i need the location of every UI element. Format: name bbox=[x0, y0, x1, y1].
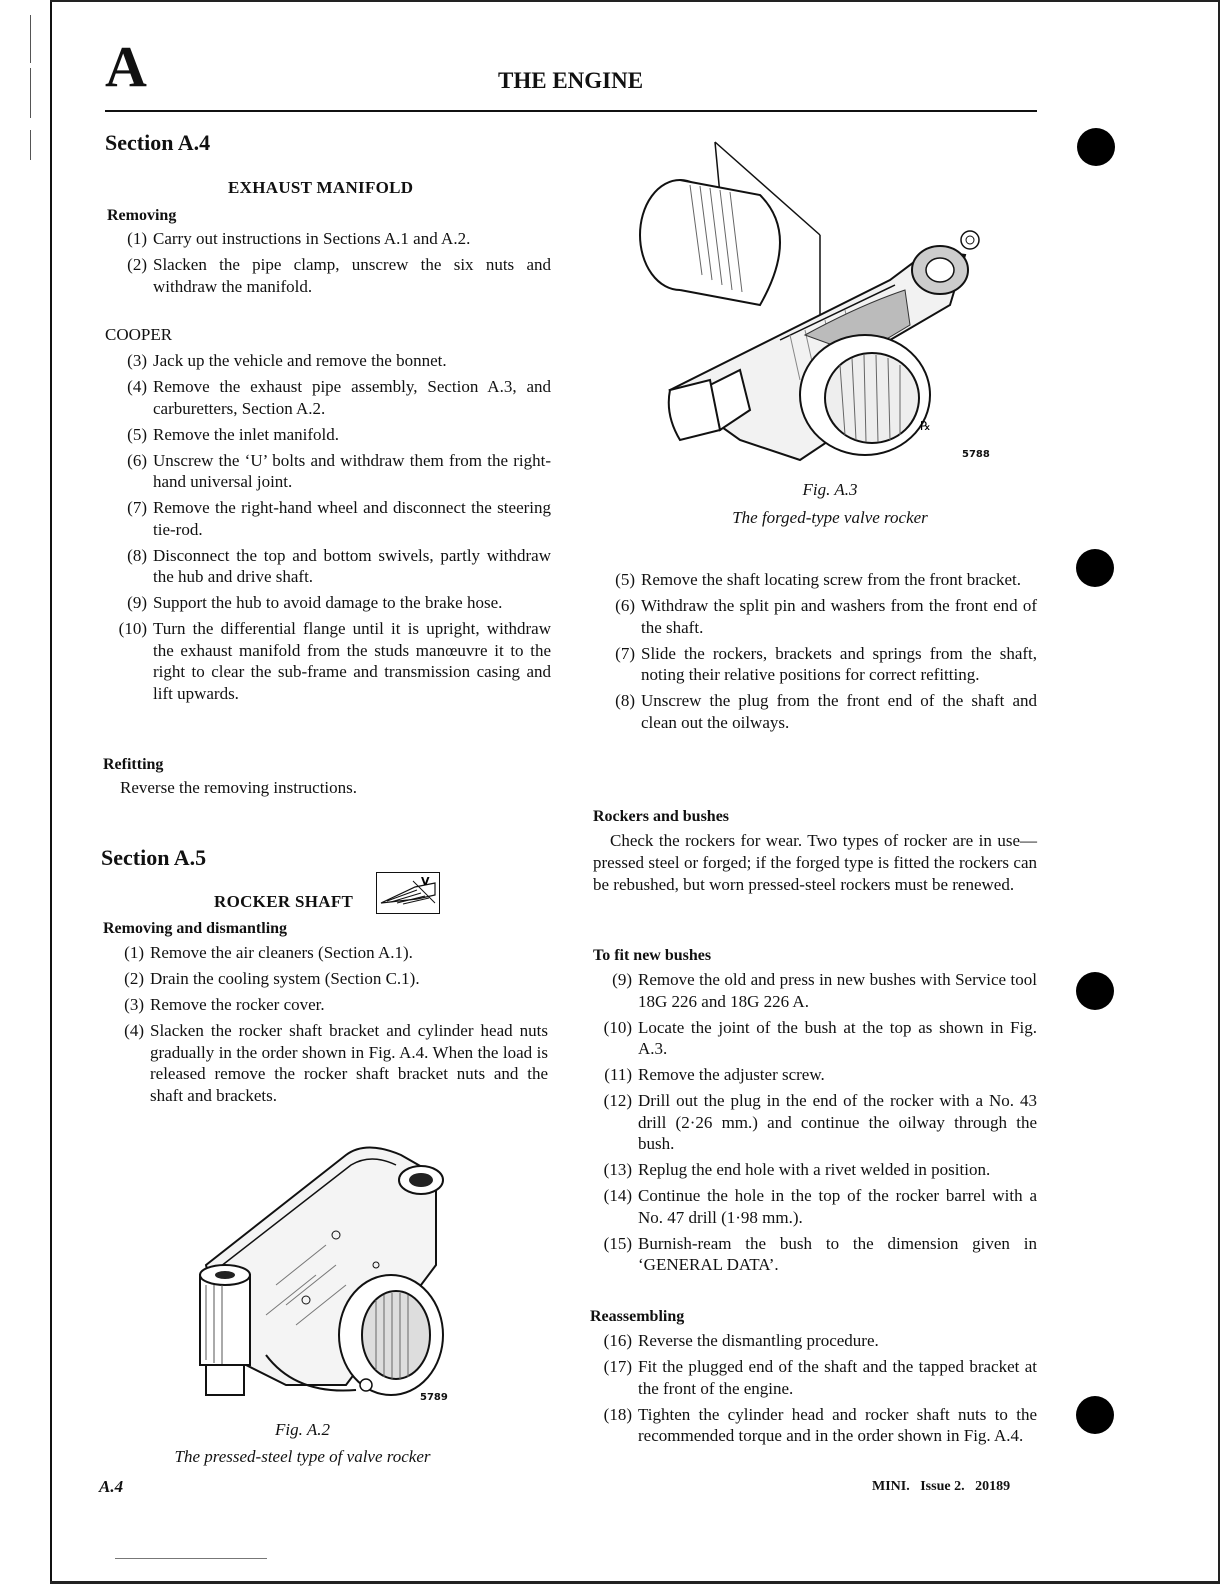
removing-dismantling-steps bbox=[102, 942, 548, 1111]
list-item: (7) Remove the right-hand wheel and disconnect the steering tie-rod. bbox=[127, 498, 551, 539]
svg-text:V: V bbox=[421, 875, 430, 888]
rockers-bushes-text: Check the rockers for wear. Two types of rocker are in use—pressed steel or forged; if the forged type is fitted the rockers can be rebushed, but worn pressed-steel rockers must be renewed. bbox=[593, 831, 1037, 894]
removing-dismantling-heading: Removing and dismantling bbox=[103, 920, 288, 937]
header-rule bbox=[105, 110, 1037, 112]
list-item: (3) Remove the rocker cover. bbox=[124, 995, 325, 1014]
refitting-heading: Refitting bbox=[103, 756, 164, 773]
fit-new-bushes-heading: To fit new bushes bbox=[593, 947, 712, 964]
chapter-letter: A bbox=[105, 34, 147, 99]
list-item: (2) Slacken the pipe clamp, unscrew the six nuts and withdraw the manifold. bbox=[127, 255, 551, 296]
exhaust-manifold-title: EXHAUST MANIFOLD bbox=[228, 178, 414, 197]
reassembling-heading: Reassembling bbox=[590, 1308, 685, 1325]
fig-a3-illustration bbox=[630, 140, 1000, 470]
refitting-text: Reverse the removing instructions. bbox=[120, 778, 358, 797]
running-head: THE ENGINE bbox=[498, 68, 644, 93]
list-item: (4) Slacken the rocker shaft bracket and cylinder head nuts gradually in the order shown in Fig. A.4. When the load is released remove the rocker shaft bracket nuts and the shaft and brackets. bbox=[124, 1021, 548, 1105]
list-item: (3) Jack up the vehicle and remove the bonnet. bbox=[127, 351, 447, 370]
fig-a3-label: Fig. A.3 bbox=[802, 480, 858, 499]
fig-a2-number: 5789 bbox=[420, 1392, 448, 1403]
list-item: (14) Continue the hole in the top of the rocker barrel with a No. 47 drill (1·98 mm.). bbox=[603, 1186, 1037, 1227]
fig-a2-label: Fig. A.2 bbox=[275, 1420, 330, 1439]
list-item: (9) Remove the old and press in new bushes with Service tool 18G 226 and 18G 226 A. bbox=[612, 970, 1037, 1011]
list-item: (1) Carry out instructions in Sections A.1 and A.2. bbox=[127, 229, 471, 248]
fig-a2-caption: The pressed-steel type of valve rocker bbox=[174, 1447, 431, 1466]
section-a5-heading: Section A.5 bbox=[101, 845, 207, 870]
page-border-left bbox=[50, 0, 52, 1584]
service-tool-icon bbox=[376, 872, 440, 914]
cooper-heading: COOPER bbox=[105, 325, 173, 344]
margin-mark bbox=[30, 15, 31, 63]
list-item: (1) Remove the air cleaners (Section A.1). bbox=[124, 943, 413, 962]
list-item: (2) Drain the cooling system (Section C.1). bbox=[124, 969, 420, 988]
fig-a2-illustration bbox=[186, 1135, 456, 1405]
punch-hole bbox=[1076, 549, 1114, 587]
list-item: (12) Drill out the plug in the end of the rocker with a No. 43 drill (2·26 mm.) and continue the oilway through the bush. bbox=[603, 1091, 1037, 1153]
list-item: (11) Remove the adjuster screw. bbox=[604, 1065, 825, 1084]
cooper-steps bbox=[105, 350, 551, 709]
margin-mark bbox=[30, 130, 31, 160]
list-item: (5) Remove the inlet manifold. bbox=[127, 424, 340, 444]
removing-heading: Removing bbox=[107, 207, 177, 224]
punch-hole bbox=[1077, 128, 1115, 166]
removing-steps bbox=[105, 228, 551, 302]
list-item: (10) Locate the joint of the bush at the top as shown in Fig. A.3. bbox=[603, 1017, 1037, 1058]
list-item: (4) Remove the exhaust pipe assembly, Section A.3, and carburetters, Section A.2. bbox=[127, 377, 551, 418]
footer-mark bbox=[115, 1558, 267, 1559]
list-item: (5) Remove the shaft locating screw from the front bracket. bbox=[615, 570, 1022, 589]
list-item: (13) Replug the end hole with a rivet welded in position. bbox=[603, 1160, 991, 1179]
list-item: (15) Burnish-ream the bush to the dimension given in ‘GENERAL DATA’. bbox=[603, 1233, 1037, 1274]
rocker-shaft-title: ROCKER SHAFT bbox=[214, 892, 354, 911]
list-item: (6) Withdraw the split pin and washers from the front end of the shaft. bbox=[615, 596, 1037, 637]
punch-hole bbox=[1076, 972, 1114, 1010]
svg-text:℞: ℞ bbox=[920, 419, 931, 433]
reassembling-steps bbox=[590, 1330, 1037, 1451]
margin-mark bbox=[30, 68, 31, 118]
page-number: A.4 bbox=[99, 1477, 124, 1496]
fig-a3-caption: The forged-type valve rocker bbox=[732, 508, 928, 527]
fig-a3-number: 5788 bbox=[962, 449, 990, 460]
page-border-right bbox=[1218, 0, 1220, 1584]
list-item: (8) Disconnect the top and bottom swivels, partly withdraw the hub and drive shaft. bbox=[127, 545, 551, 586]
punch-hole bbox=[1076, 1396, 1114, 1434]
list-item: (10) Turn the differential flange until it is upright, withdraw the exhaust manifold from the studs manœuvre it to the right to clear the sub-frame and transmission casing and lift upwards. bbox=[118, 619, 551, 703]
list-item: (7) Slide the rockers, brackets and springs from the shaft, noting their relative positions for correct refitting. bbox=[615, 643, 1037, 684]
dismantling-steps-continued bbox=[593, 569, 1037, 738]
list-item: (18) Tighten the cylinder head and rocker shaft nuts to the recommended torque and in the order shown in Fig. A.4. bbox=[603, 1404, 1037, 1445]
list-item: (8) Unscrew the plug from the front end of the shaft and clean out the oilways. bbox=[615, 691, 1037, 732]
rockers-bushes-heading: Rockers and bushes bbox=[593, 808, 730, 825]
section-a4-heading: Section A.4 bbox=[105, 130, 211, 155]
list-item: (6) Unscrew the ‘U’ bolts and withdraw them from the right-hand universal joint. bbox=[127, 450, 551, 491]
list-item: (9) Support the hub to avoid damage to the brake hose. bbox=[127, 593, 503, 612]
list-item: (16) Reverse the dismantling procedure. bbox=[603, 1331, 879, 1350]
page-border-top bbox=[50, 0, 1220, 2]
list-item: (17) Fit the plugged end of the shaft and the tapped bracket at the front of the engine. bbox=[603, 1357, 1037, 1398]
fit-new-bushes-steps bbox=[590, 969, 1037, 1280]
issue-line: MINI. Issue 2. 20189 bbox=[872, 1479, 1011, 1494]
